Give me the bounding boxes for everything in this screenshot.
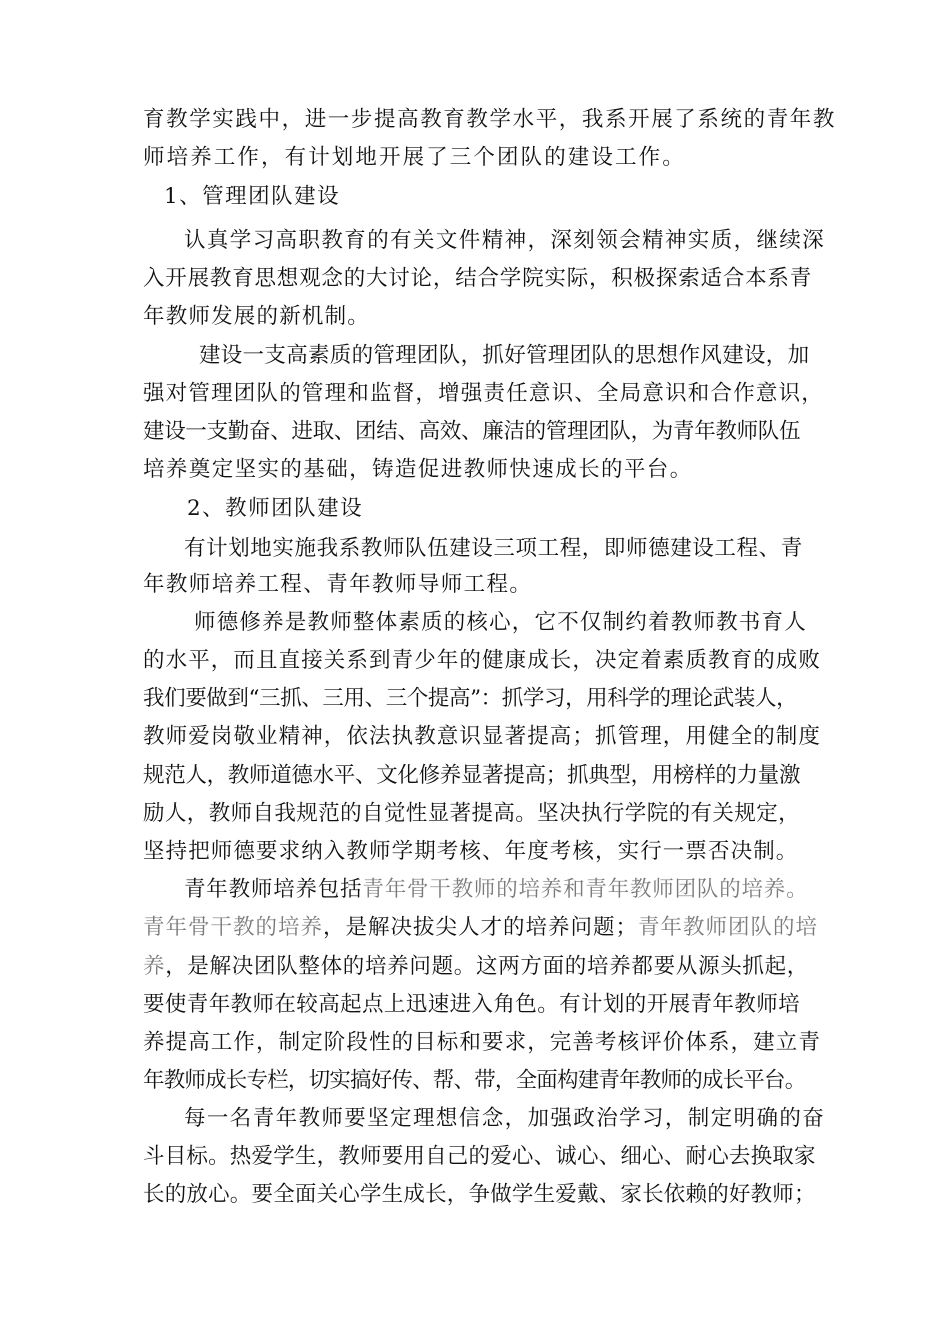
text-line: 建设一支高素质的管理团队，抓好管理团队的思想作风建设，加 [199, 343, 810, 368]
text-line: 认真学习高职教育的有关文件精神，深刻领会精神实质，继续深 [184, 228, 826, 253]
text-line [143, 913, 818, 943]
text-line: 培养奠定坚实的基础，铸造促进教师快速成长的平台。 [143, 457, 693, 482]
text-line: 教师爱岗敬业精神，依法执教意识显著提高；抓管理，用健全的制度 [143, 724, 822, 749]
text-line: 年教师发展的新机制。 [143, 304, 371, 329]
text-line: 规范人，教师道德水平、文化修养显著提高；抓典型，用榜样的力量激 [143, 763, 801, 788]
text-line: 长的放心。要全面关心学生成长，争做学生爱戴、家长依赖的好教师； [143, 1182, 816, 1207]
text-line [184, 875, 808, 905]
text-line: 强对管理团队的管理和监督，增强责任意识、全局意识和合作意识， [143, 381, 825, 406]
text-line: 入开展教育思想观念的大讨论，结合学院实际，积极探索适合本系青 [143, 266, 813, 291]
text-line: 建设一支勤奋、进取、团结、高效、廉洁的管理团队，为青年教师队伍 [143, 419, 801, 444]
text-line: 师培养工作，有计划地开展了三个团队的建设工作。 [143, 145, 686, 170]
text-highlight: 青年骨干教的培养 [143, 915, 324, 940]
text-highlight: 青年教师团队的培 [638, 915, 819, 940]
text-plain: 青年教师培养包括 [184, 877, 363, 902]
text-plain: ，是解决拔尖人才的培养问题； [323, 915, 639, 940]
text-plain: ，是解决团队整体的培养问题。这两方面的培养都要从源头抓起， [165, 954, 810, 979]
text-line: 坚持把师德要求纳入教师学期考核、年度考核，实行一票否决制。 [143, 839, 799, 864]
text-line: 斗目标。热爱学生，教师要用自己的爱心、诚心、细心、耐心去换取家 [143, 1144, 816, 1169]
text-line: 年教师成长专栏，切实搞好传、帮、带，全面构建青年教师的成长平台。 [143, 1068, 806, 1093]
text-line: 的水平，而且直接关系到青少年的健康成长，决定着素质教育的成败 [143, 648, 822, 673]
text-line: 师德修养是教师整体素质的核心，它不仅制约着教师教书育人 [194, 610, 807, 635]
section-heading: 2、教师团队建设 [187, 496, 364, 521]
section-heading: 1、管理团队建设 [164, 184, 341, 209]
text-line [143, 952, 809, 982]
text-line: 要使青年教师在较高起点上迅速进入角色。有计划的开展青年教师培 [143, 992, 801, 1017]
text-line: 每一名青年教师要坚定理想信念，加强政治学习，制定明确的奋 [184, 1106, 826, 1131]
text-line: 励人，教师自我规范的自觉性显著提高。坚决执行学院的有关规定， [143, 801, 801, 826]
text-highlight: 养 [143, 954, 166, 979]
text-highlight: 青年骨干教师的培养和青年教师团队的培养。 [362, 877, 809, 902]
text-line: 年教师培养工程、青年教师导师工程。 [143, 572, 533, 597]
text-line: 有计划地实施我系教师队伍建设三项工程，即师德建设工程、青 [184, 536, 803, 561]
text-line: 养提高工作，制定阶段性的目标和要求，完善考核评价体系，建立青 [143, 1030, 822, 1055]
text-line: 育教学实践中，进一步提高教育教学水平，我系开展了系统的青年教 [143, 107, 837, 132]
text-line: 我们要做到“三抓、三用、三个提高”：抓学习，用科学的理论武装人， [143, 686, 798, 711]
